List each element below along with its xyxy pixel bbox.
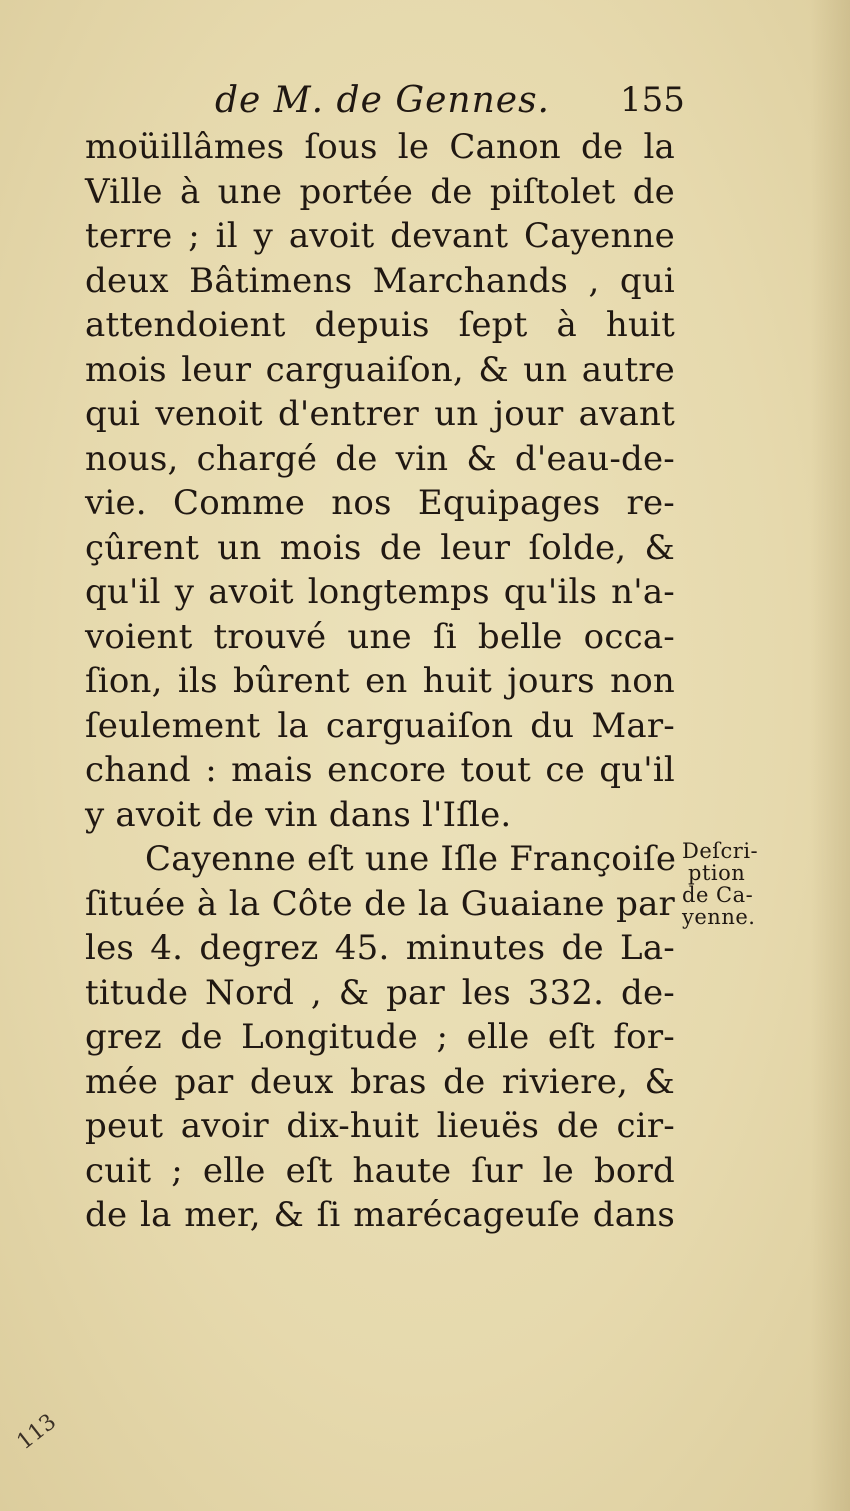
handwritten-annotation: 113 (12, 1409, 62, 1455)
text-line: les 4. degrez 45. minutes de La- (85, 928, 675, 968)
text-line: çûrent un mois de leur ſolde, & (85, 527, 675, 568)
text-line: ſituée à la Côte de la Guaiane par (85, 883, 675, 924)
text-line: peut avoir dix-huit lieuës de cir- (85, 1106, 675, 1146)
margin-note (682, 840, 792, 928)
text-line: chand : mais encore tout ce qu'il (85, 750, 675, 790)
text-line: Ville à une portée de piſtolet de (85, 171, 675, 212)
text-line: moüillâmes ſous le Canon de la (85, 127, 675, 167)
text-line: vie. Comme nos Equipages re- (85, 483, 675, 523)
body-text (85, 125, 675, 1238)
text-line: qui venoit d'entrer un jour avant (85, 394, 675, 434)
text-line: terre ; il y avoit devant Cayenne (85, 216, 675, 256)
text-line: Cayenne eſt une Iſle Françoiſe (145, 839, 677, 879)
text-line: attendoient depuis ſept à huit (85, 305, 675, 345)
page-edge-shadow (810, 0, 850, 1511)
margin-note-line: de Ca- (682, 883, 754, 907)
text-line: ſeulement la carguaiſon du Mar- (85, 705, 675, 746)
text-line: deux Bâtimens Marchands , qui (85, 260, 675, 301)
text-line: nous, chargé de vin & d'eau-de- (85, 438, 675, 479)
text-line: titude Nord , & par les 332. de- (85, 972, 675, 1013)
text-line: mois leur carguaiſon, & un autre (85, 349, 675, 390)
text-line: grez de Longitude ; elle eſt for- (85, 1017, 675, 1057)
text-line: cuit ; elle eſt haute ſur le bord (85, 1150, 675, 1191)
margin-note-line: Deſcri- (682, 839, 759, 863)
margin-note-line: yenne. (682, 905, 756, 929)
text-line: ſion, ils bûrent en huit jours non (85, 661, 675, 701)
text-line: voient trouvé une ſi belle occa- (85, 616, 675, 657)
margin-note-line: ption (688, 861, 746, 885)
running-head (85, 80, 685, 120)
text-line: mée par deux bras de riviere, & (85, 1061, 675, 1102)
running-title: de M. de Gennes. (215, 80, 550, 121)
text-line: de la mer, & ſi marécageuſe dans (85, 1195, 675, 1235)
text-line: qu'il y avoit longtemps qu'ils n'a- (85, 572, 675, 612)
text-line: y avoit de vin dans l'Iſle. (85, 794, 512, 835)
page-number: 155 (620, 80, 685, 120)
